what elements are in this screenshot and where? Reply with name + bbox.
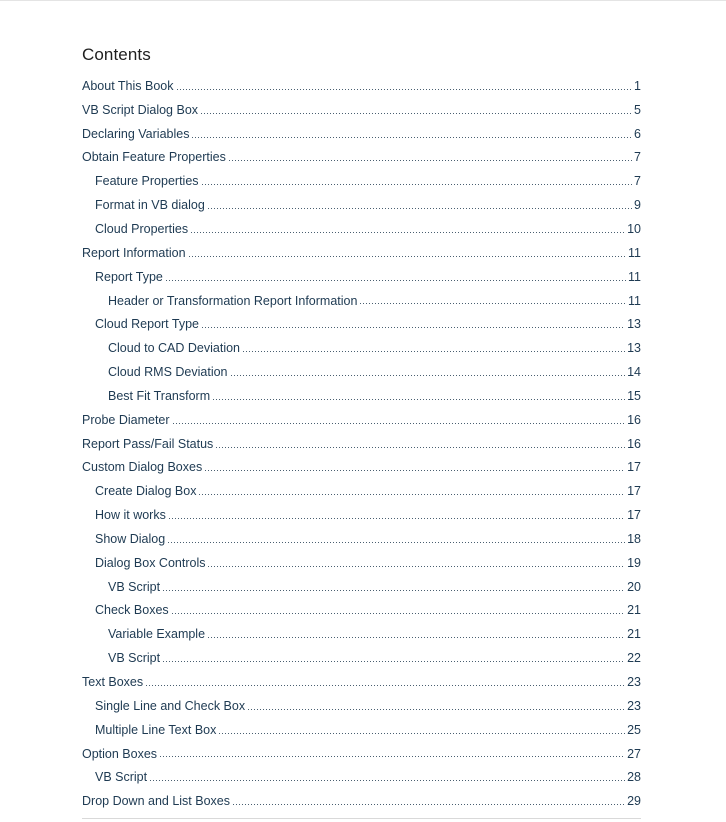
toc-entry-label[interactable]: Drop Down and List Boxes: [82, 794, 230, 809]
toc-entry-label[interactable]: Multiple Line Text Box: [95, 722, 217, 737]
toc-entry[interactable]: [82, 718, 641, 742]
toc-entry-page-number[interactable]: 16: [627, 412, 641, 427]
toc-entry[interactable]: [82, 408, 641, 432]
dot-leader: [201, 327, 625, 328]
dot-leader: [200, 113, 632, 114]
dot-leader: [201, 184, 633, 185]
dot-leader: [204, 470, 625, 471]
toc-entry-label[interactable]: Feature Properties: [95, 174, 199, 189]
dot-leader: [242, 351, 625, 352]
toc-entry[interactable]: [82, 551, 641, 575]
dot-leader: [168, 518, 625, 519]
dot-leader: [162, 590, 625, 591]
dot-leader: [162, 661, 625, 662]
toc-entry-label[interactable]: VB Script: [108, 579, 161, 594]
toc-entry[interactable]: [82, 312, 641, 336]
toc-entry-page-number[interactable]: 6: [634, 126, 641, 141]
toc-entry[interactable]: [82, 789, 641, 813]
toc-entry-label[interactable]: VB Script: [108, 651, 161, 666]
toc-entry-label[interactable]: Best Fit Transform: [108, 388, 211, 403]
toc-entry[interactable]: [82, 336, 641, 360]
toc-entry-label[interactable]: Report Information: [82, 245, 186, 260]
toc-entry-label[interactable]: VB Script Dialog Box: [82, 102, 199, 117]
toc-entry-page-number[interactable]: 25: [627, 722, 641, 737]
dot-leader: [190, 232, 625, 233]
toc-entry[interactable]: [82, 432, 641, 456]
toc-entry[interactable]: [82, 599, 641, 623]
toc-entry[interactable]: [82, 74, 641, 98]
dot-leader: [232, 804, 625, 805]
toc-entry-label[interactable]: Report Type: [95, 269, 163, 284]
dot-leader: [149, 780, 625, 781]
toc-entry-label[interactable]: Cloud RMS Deviation: [108, 365, 228, 380]
toc-entry-label[interactable]: Cloud Report Type: [95, 317, 199, 332]
dot-leader: [167, 542, 625, 543]
toc-entry-page-number[interactable]: 1: [634, 78, 641, 93]
toc-entry[interactable]: [82, 503, 641, 527]
toc-entry[interactable]: [82, 146, 641, 170]
toc-entry[interactable]: [82, 670, 641, 694]
toc-entry-label[interactable]: Dialog Box Controls: [95, 555, 206, 570]
page-divider: [82, 818, 641, 819]
toc-entry[interactable]: [82, 575, 641, 599]
toc-entry-page-number[interactable]: 11: [628, 269, 641, 284]
toc-entry-page-number[interactable]: 17: [627, 460, 641, 475]
dot-leader: [191, 137, 632, 138]
toc-entry-page-number[interactable]: 18: [627, 531, 641, 546]
toc-entry-page-number[interactable]: 15: [627, 388, 641, 403]
toc-entry-label[interactable]: Single Line and Check Box: [95, 698, 246, 713]
toc-entry-label[interactable]: Declaring Variables: [82, 126, 190, 141]
toc-entry[interactable]: [82, 694, 641, 718]
toc-entry-label[interactable]: Check Boxes: [95, 603, 169, 618]
toc-entry-page-number[interactable]: 23: [627, 675, 641, 690]
dot-leader: [171, 613, 625, 614]
toc-entry-page-number[interactable]: 29: [627, 794, 641, 809]
toc-entry-page-number[interactable]: 11: [628, 293, 641, 308]
toc-entry[interactable]: [82, 98, 641, 122]
toc-entry[interactable]: [82, 622, 641, 646]
dot-leader: [172, 423, 626, 424]
toc-entry[interactable]: [82, 360, 641, 384]
toc-entry-page-number[interactable]: 9: [634, 198, 641, 213]
toc-entry[interactable]: [82, 646, 641, 670]
toc-entry-page-number[interactable]: 7: [634, 174, 641, 189]
toc-entry-label[interactable]: Cloud to CAD Deviation: [108, 341, 241, 356]
dot-leader: [159, 756, 625, 757]
toc-entry-label[interactable]: Probe Diameter: [82, 412, 170, 427]
toc-entry[interactable]: [82, 241, 641, 265]
toc-entry-label[interactable]: Cloud Properties: [95, 221, 189, 236]
toc-entry-page-number[interactable]: 17: [627, 508, 641, 523]
dot-leader: [247, 709, 625, 710]
toc-entry[interactable]: [82, 765, 641, 789]
toc-entry-label[interactable]: Show Dialog: [95, 531, 166, 546]
toc-entry-page-number[interactable]: 13: [627, 341, 641, 356]
toc-entry[interactable]: [82, 527, 641, 551]
toc-entry-page-number[interactable]: 14: [627, 365, 641, 380]
toc-entry-page-number[interactable]: 27: [627, 746, 641, 761]
toc-entry[interactable]: [82, 122, 641, 146]
toc-entry[interactable]: [82, 217, 641, 241]
toc-entry-page-number[interactable]: 10: [627, 221, 641, 236]
toc-entry-label[interactable]: Create Dialog Box: [95, 484, 197, 499]
toc-entry[interactable]: [82, 193, 641, 217]
toc-entry-label[interactable]: Custom Dialog Boxes: [82, 460, 203, 475]
toc-entry[interactable]: [82, 742, 641, 766]
dot-leader: [188, 256, 626, 257]
contents-title: Contents: [82, 45, 151, 64]
toc-entry-label[interactable]: Text Boxes: [82, 675, 144, 690]
dot-leader: [207, 566, 625, 567]
toc-entry[interactable]: [82, 169, 641, 193]
toc-entry-page-number[interactable]: 13: [627, 317, 641, 332]
toc-entry-page-number[interactable]: 19: [627, 555, 641, 570]
toc-entry-label[interactable]: How it works: [95, 508, 166, 523]
dot-leader: [212, 399, 625, 400]
dot-leader: [228, 160, 632, 161]
dot-leader: [207, 637, 625, 638]
dot-leader: [198, 494, 625, 495]
toc-entry-page-number[interactable]: 21: [627, 627, 641, 642]
toc-entry-page-number[interactable]: 5: [634, 102, 641, 117]
dot-leader: [176, 89, 633, 90]
dot-leader: [215, 447, 625, 448]
toc-entry[interactable]: [82, 384, 641, 408]
toc-entry[interactable]: [82, 265, 641, 289]
toc-entry[interactable]: [82, 456, 641, 480]
toc-entry-page-number[interactable]: 21: [627, 603, 641, 618]
toc-entry-page-number[interactable]: 28: [627, 770, 641, 785]
toc-entry-label[interactable]: Obtain Feature Properties: [82, 150, 226, 165]
toc-entry-page-number[interactable]: 7: [634, 150, 641, 165]
toc-entry-page-number[interactable]: 23: [627, 698, 641, 713]
toc-entry-label[interactable]: Variable Example: [108, 627, 206, 642]
toc-entry-label[interactable]: VB Script: [95, 770, 148, 785]
toc-entry-label[interactable]: Option Boxes: [82, 746, 158, 761]
dot-leader: [207, 208, 632, 209]
dot-leader: [218, 733, 625, 734]
toc-entry-label[interactable]: Header or Transformation Report Information: [108, 293, 358, 308]
dot-leader: [359, 303, 626, 304]
toc-entry[interactable]: [82, 479, 641, 503]
dot-leader: [145, 685, 625, 686]
toc-entry-label[interactable]: Report Pass/Fail Status: [82, 436, 214, 451]
toc-entry-label[interactable]: Format in VB dialog: [95, 198, 205, 213]
dot-leader: [230, 375, 626, 376]
table-of-contents: [82, 74, 641, 813]
dot-leader: [165, 280, 626, 281]
toc-entry[interactable]: [82, 289, 641, 313]
toc-entry-page-number[interactable]: 16: [627, 436, 641, 451]
toc-entry-page-number[interactable]: 22: [627, 651, 641, 666]
toc-entry-page-number[interactable]: 20: [627, 579, 641, 594]
toc-entry-page-number[interactable]: 11: [628, 245, 641, 260]
toc-entry-label[interactable]: About This Book: [82, 78, 174, 93]
toc-entry-page-number[interactable]: 17: [627, 484, 641, 499]
